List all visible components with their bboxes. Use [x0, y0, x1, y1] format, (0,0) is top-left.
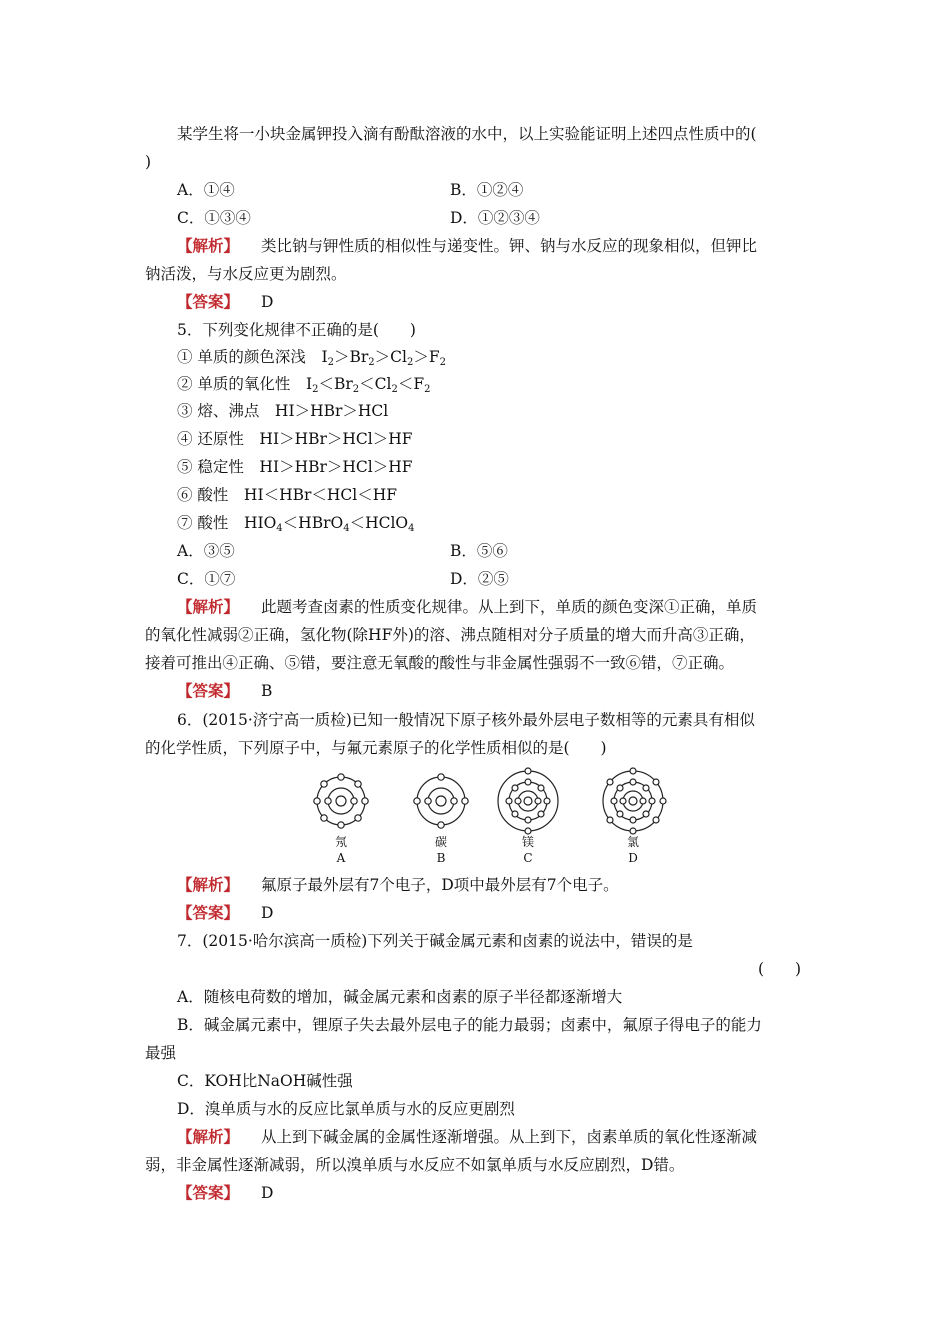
answer-tag: 【答案】 — [177, 1184, 240, 1202]
q4-stem-line1: 某学生将一小块金属钾投入滴有酚酞溶液的水中，以上实验能证明上述四点性质中的( — [177, 125, 757, 143]
q6-stem-line2: 的化学性质，下列原子中，与氟元素原子的化学性质相似的是( ) — [145, 739, 607, 757]
q4-option-c: C．①③④ — [177, 209, 251, 227]
q7-analysis-text: 从上到下碱金属的金属性逐渐增强。从上到下，卤素单质的氧化性逐渐减 — [261, 1128, 758, 1146]
q4-option-d: D．①②③④ — [450, 209, 540, 227]
q4-stem-line2: ) — [145, 153, 152, 171]
q5-item-5: ⑤ 稳定性 HI＞HBr＞HCl＞HF — [177, 458, 413, 476]
q7-option-c: C．KOH比NaOH碱性强 — [177, 1072, 353, 1090]
q5-analysis-line3: 接着可推出④正确、⑤错，要注意无氧酸的酸性与非金属性强弱不一致⑥错，⑦正确。 — [145, 654, 735, 672]
atom-diagram-b — [414, 774, 468, 828]
q5-item-2: ② 单质的氧化性 $I_2<Br_2<Cl_2<F_2$ — [177, 375, 431, 395]
q5-item-2-label: ② 单质的氧化性 — [177, 375, 291, 393]
atom-name-c: 镁 — [521, 835, 535, 849]
q5-item-7-label: ⑦ 酸性 — [177, 514, 229, 532]
q7-option-b-line2: 最强 — [145, 1044, 177, 1062]
q6-stem-line1: 6．(2015·济宁高一质检)已知一般情况下原子核外最外层电子数相等的元素具有相似 — [177, 711, 755, 729]
atom-name-a: 氖 — [334, 835, 348, 849]
q7-stem-paren: ( ) — [758, 960, 802, 978]
q5-item-3: ③ 熔、沸点 HI＞HBr＞HCl — [177, 402, 389, 420]
q4-analysis-line2: 钠活泼，与水反应更为剧烈。 — [145, 265, 347, 283]
q6-analysis-text: 氟原子最外层有7个电子，D项中最外层有7个电子。 — [261, 876, 619, 894]
q7-stem-line1: 7．(2015·哈尔滨高一质检)下列关于碱金属元素和卤素的说法中，错误的是 — [177, 932, 693, 950]
atom-diagram-c — [498, 768, 558, 834]
q7-analysis-line1 — [177, 1127, 757, 1147]
atom-diagram-a — [314, 774, 368, 828]
q7-option-d: D．溴单质与水的反应比氯单质与水的反应更剧烈 — [177, 1100, 515, 1118]
q5-answer-value: B — [261, 682, 273, 700]
q5-answer — [177, 681, 272, 701]
q5-analysis-line1 — [177, 597, 757, 617]
q5-analysis-line2: 的氧化性减弱②正确，氢化物(除HF外)的溶、沸点随相对分子质量的增大而升高③正确， — [145, 626, 755, 644]
q5-option-a: A．③⑤ — [177, 542, 235, 560]
q4-analysis-text: 类比钠与钾性质的相似性与递变性。钾、钠与水反应的现象相似，但钾比 — [261, 237, 758, 255]
analysis-tag: 【解析】 — [177, 1128, 240, 1146]
answer-tag: 【答案】 — [177, 682, 240, 700]
atom-diagram-d — [603, 768, 666, 834]
q5-item-1: ① 单质的颜色深浅 $I_2>Br_2>Cl_2>F_2$ — [177, 348, 446, 368]
q4-option-b: B．①②④ — [450, 181, 524, 199]
q5-analysis-text: 此题考查卤素的性质变化规律。从上到下，单质的颜色变深①正确，单质 — [261, 598, 758, 616]
q5-option-c: C．①⑦ — [177, 570, 236, 588]
q4-analysis-line1 — [177, 236, 757, 256]
q5-option-d: D．②⑤ — [450, 570, 509, 588]
atom-letter-b: B — [436, 851, 446, 865]
atom-letter-d: D — [628, 851, 638, 865]
q5-item-6: ⑥ 酸性 HI＜HBr＜HCl＜HF — [177, 486, 397, 504]
answer-tag: 【答案】 — [177, 904, 240, 922]
atom-letter-c: C — [523, 851, 533, 865]
q5-option-b: B．⑤⑥ — [450, 542, 508, 560]
analysis-tag: 【解析】 — [177, 237, 240, 255]
atom-structure-figure — [300, 764, 680, 868]
q4-answer-value: D — [261, 293, 274, 311]
q5-item-4: ④ 还原性 HI＞HBr＞HCl＞HF — [177, 430, 413, 448]
q5-stem: 5．下列变化规律不正确的是( ) — [177, 321, 416, 339]
q4-option-a: A．①④ — [177, 181, 235, 199]
q5-item-1-label: ① 单质的颜色深浅 — [177, 348, 306, 366]
q7-option-b-line1: B．碱金属元素中，锂原子失去最外层电子的能力最弱；卤素中，氟原子得电子的能力 — [177, 1016, 762, 1034]
q6-answer-value: D — [261, 904, 274, 922]
analysis-tag: 【解析】 — [177, 598, 240, 616]
q5-item-7: ⑦ 酸性 $HIO_4<HBrO_4<HClO_4$ — [177, 514, 415, 534]
atom-name-d: 氯 — [626, 835, 640, 849]
q7-answer — [177, 1183, 273, 1203]
q7-analysis-line2: 弱，非金属性逐渐减弱，所以溴单质与水反应不如氯单质与水反应剧烈，D错。 — [145, 1156, 685, 1174]
q7-answer-value: D — [261, 1184, 274, 1202]
atom-letter-a: A — [336, 851, 346, 865]
q7-option-a: A．随核电荷数的增加，碱金属元素和卤素的原子半径都逐渐增大 — [177, 988, 623, 1006]
q4-answer — [177, 292, 273, 312]
answer-tag: 【答案】 — [177, 293, 240, 311]
q6-analysis-line1 — [177, 875, 619, 895]
q6-answer — [177, 903, 273, 923]
atom-name-b: 碳 — [434, 835, 448, 849]
analysis-tag: 【解析】 — [177, 876, 240, 894]
